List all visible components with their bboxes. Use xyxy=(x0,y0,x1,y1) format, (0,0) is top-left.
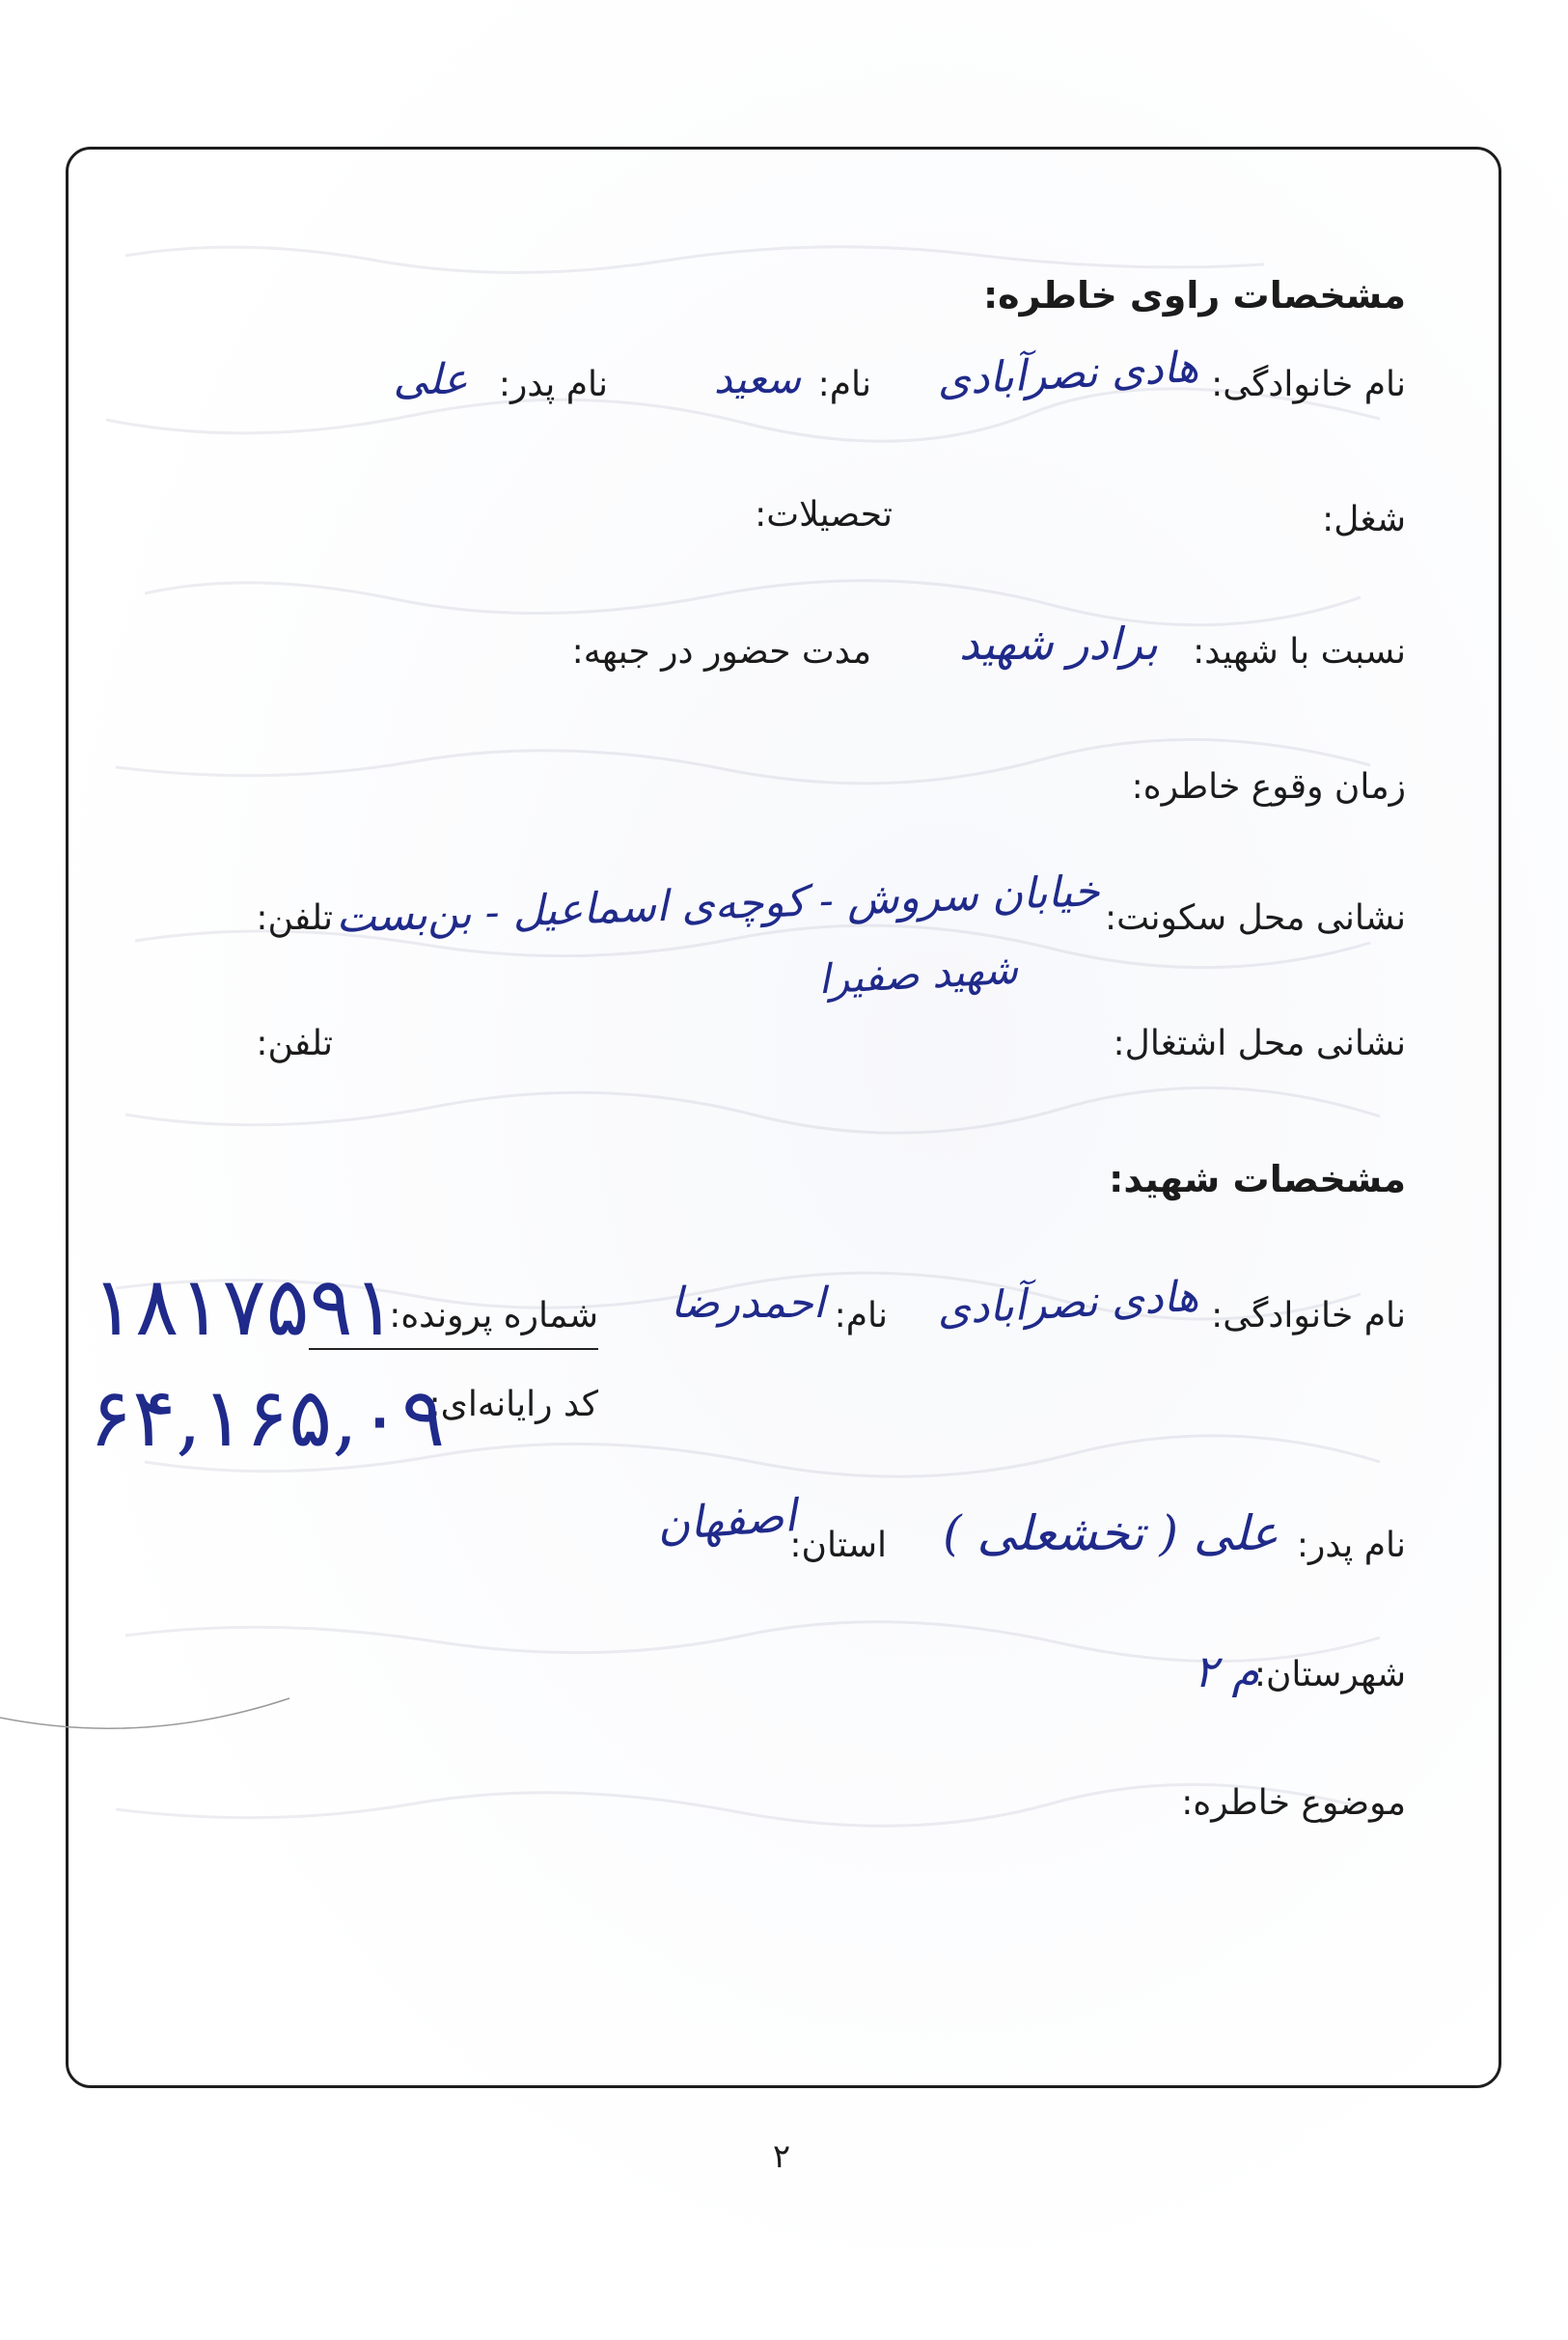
narrator-front-duration-label: مدت حضور در جبهه: xyxy=(571,632,871,672)
martyr-file-number-value: ۱۸۱۷۵۹۱ xyxy=(92,1259,397,1354)
martyr-computer-code-value: ۶۴,۱۶۵,۰۹ xyxy=(89,1370,446,1465)
martyr-father-value: علی ( تخشعلی ) xyxy=(943,1505,1279,1561)
narrator-home-address-value: خیابان سروش - کوچه‌ی اسماعیل - بن‌بست xyxy=(335,867,1101,943)
page-number: ۲ xyxy=(772,2137,791,2176)
narrator-relation-label: نسبت با شهید: xyxy=(1193,632,1406,672)
martyr-computer-code-label: کد رایانه‌ای: xyxy=(428,1385,598,1424)
martyr-father-label: نام پدر: xyxy=(1296,1526,1406,1565)
martyr-subject-label: موضوع خاطره: xyxy=(1181,1783,1406,1823)
martyr-family-value: هادی نصرآبادی xyxy=(935,1271,1200,1335)
martyr-file-number-label: شماره پرونده: xyxy=(389,1296,598,1335)
martyr-county-label: شهرستان: xyxy=(1253,1655,1406,1694)
pencil-mark xyxy=(0,1679,309,1833)
narrator-home-address-label: نشانی محل سکونت: xyxy=(1105,898,1406,938)
narrator-name-label: نام: xyxy=(817,365,871,404)
narrator-home-address-value-2: شهید صفیرا xyxy=(816,945,1020,1004)
martyr-name-label: نام: xyxy=(834,1296,888,1335)
narrator-memory-time-label: زمان وقوع خاطره: xyxy=(1131,767,1406,807)
narrator-education-label: تحصیلات: xyxy=(755,495,893,535)
martyr-name-value: احمدرضا xyxy=(671,1279,825,1328)
martyr-heading: مشخصات شهید: xyxy=(1109,1158,1406,1200)
narrator-name-value: سعید xyxy=(713,355,801,402)
martyr-province-value: اصفهان xyxy=(655,1489,798,1551)
narrator-phone-label: تلفن: xyxy=(256,898,333,938)
narrator-relation-value: برادر شهید xyxy=(958,618,1158,670)
narrator-father-label: نام پدر: xyxy=(498,365,608,404)
narrator-family-label: نام خانوادگی: xyxy=(1211,365,1406,404)
narrator-father-value: علی xyxy=(393,355,468,404)
martyr-province-label: استان: xyxy=(789,1526,887,1565)
martyr-county-value: م ۲ xyxy=(1194,1645,1259,1697)
martyr-family-label: نام خانوادگی: xyxy=(1211,1296,1406,1335)
narrator-work-phone-label: تلفن: xyxy=(256,1024,333,1063)
narrator-job-label: شغل: xyxy=(1322,500,1406,539)
narrator-family-value: هادی نصرآبادی xyxy=(935,342,1200,406)
narrator-heading: مشخصات راوی خاطره: xyxy=(982,274,1406,317)
narrator-work-address-label: نشانی محل اشتغال: xyxy=(1113,1024,1406,1063)
